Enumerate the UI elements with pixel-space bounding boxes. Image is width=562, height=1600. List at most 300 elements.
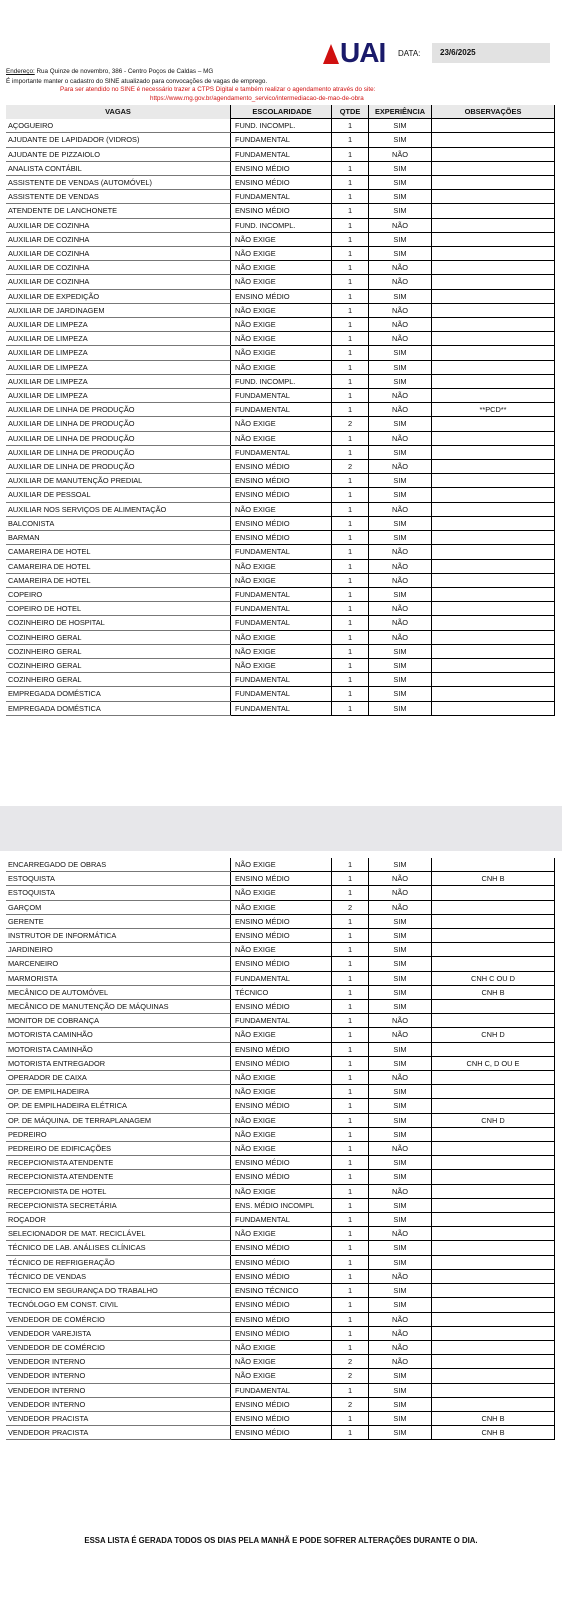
vaga-cell: OP. DE MÁQUINA. DE TERRAPLANAGEM: [6, 1113, 231, 1127]
table-row: [6, 1411, 555, 1425]
table-row: [6, 658, 555, 672]
qtde-cell: 1: [332, 630, 369, 644]
experiencia-cell: SIM: [369, 1241, 432, 1255]
observacao-cell: [432, 1326, 555, 1340]
table-row: [6, 587, 555, 601]
escolaridade-cell: FUNDAMENTAL: [231, 1383, 332, 1397]
experiencia-cell: NÃO: [369, 1014, 432, 1028]
vaga-cell: VENDEDOR INTERNO: [6, 1369, 231, 1383]
escolaridade-cell: NÃO EXIGE: [231, 1355, 332, 1369]
table-row: [6, 332, 555, 346]
experiencia-cell: SIM: [369, 474, 432, 488]
qtde-cell: 1: [332, 858, 369, 872]
qtde-cell: 1: [332, 516, 369, 530]
experiencia-cell: SIM: [369, 190, 432, 204]
experiencia-cell: SIM: [369, 1085, 432, 1099]
observacao-cell: [432, 616, 555, 630]
qtde-cell: 1: [332, 1312, 369, 1326]
table-row: [6, 176, 555, 190]
table-row: [6, 403, 555, 417]
table-row: [6, 929, 555, 943]
table-row: [6, 502, 555, 516]
observacao-cell: [432, 417, 555, 431]
observacao-cell: [432, 1227, 555, 1241]
observacao-cell: CNH B: [432, 1411, 555, 1425]
qtde-cell: 1: [332, 1326, 369, 1340]
table-row: [6, 1156, 555, 1170]
vaga-cell: AUXILIAR DE LINHA DE PRODUÇÃO: [6, 460, 231, 474]
qtde-cell: 1: [332, 190, 369, 204]
escolaridade-cell: FUNDAMENTAL: [231, 190, 332, 204]
experiencia-cell: SIM: [369, 673, 432, 687]
escolaridade-cell: NÃO EXIGE: [231, 417, 332, 431]
qtde-cell: 1: [332, 1284, 369, 1298]
experiencia-cell: SIM: [369, 133, 432, 147]
escolaridade-cell: FUND. INCOMPL.: [231, 218, 332, 232]
vaga-cell: OPERADOR DE CAIXA: [6, 1071, 231, 1085]
qtde-cell: 1: [332, 1042, 369, 1056]
qtde-cell: 1: [332, 474, 369, 488]
vaga-cell: AUXILIAR DE PESSOAL: [6, 488, 231, 502]
vaga-cell: COZINHEIRO GERAL: [6, 673, 231, 687]
experiencia-cell: SIM: [369, 289, 432, 303]
table-row: [6, 1213, 555, 1227]
experiencia-cell: SIM: [369, 1397, 432, 1411]
escolaridade-cell: ENSINO MÉDIO: [231, 1312, 332, 1326]
table-row: [6, 119, 555, 133]
vaga-cell: CAMAREIRA DE HOTEL: [6, 573, 231, 587]
observacao-cell: [432, 1184, 555, 1198]
vaga-cell: PEDREIRO: [6, 1127, 231, 1141]
observacao-cell: [432, 602, 555, 616]
observacao-cell: [432, 190, 555, 204]
observacao-cell: [432, 673, 555, 687]
table-row: [6, 1227, 555, 1241]
observacao-cell: [432, 445, 555, 459]
table-row: [6, 1184, 555, 1198]
experiencia-cell: SIM: [369, 1213, 432, 1227]
qtde-cell: 1: [332, 360, 369, 374]
vaga-cell: BARMAN: [6, 531, 231, 545]
escolaridade-cell: ENSINO MÉDIO: [231, 1269, 332, 1283]
date-box: [432, 43, 550, 63]
experiencia-cell: NÃO: [369, 502, 432, 516]
vaga-cell: AUXILIAR DE LINHA DE PRODUÇÃO: [6, 445, 231, 459]
vaga-cell: TECNÓLOGO EM CONST. CIVIL: [6, 1298, 231, 1312]
observacao-cell: [432, 1099, 555, 1113]
qtde-cell: 1: [332, 1340, 369, 1354]
observacao-cell: [432, 1156, 555, 1170]
vaga-cell: COPEIRO: [6, 587, 231, 601]
experiencia-cell: NÃO: [369, 431, 432, 445]
escolaridade-cell: ENSINO MÉDIO: [231, 1298, 332, 1312]
qtde-cell: 1: [332, 701, 369, 715]
experiencia-cell: NÃO: [369, 602, 432, 616]
table-row: [6, 417, 555, 431]
vaga-cell: ENCARREGADO DE OBRAS: [6, 858, 231, 872]
vaga-cell: AUXILIAR DE LIMPEZA: [6, 389, 231, 403]
vaga-cell: VENDEDOR VAREJISTA: [6, 1326, 231, 1340]
qtde-cell: 1: [332, 502, 369, 516]
observacao-cell: [432, 261, 555, 275]
experiencia-cell: NÃO: [369, 303, 432, 317]
experiencia-cell: SIM: [369, 1255, 432, 1269]
vaga-cell: AUXILIAR DE LIMPEZA: [6, 346, 231, 360]
experiencia-cell: NÃO: [369, 1269, 432, 1283]
experiencia-cell: NÃO: [369, 1142, 432, 1156]
observacao-cell: [432, 644, 555, 658]
observacao-cell: [432, 119, 555, 133]
escolaridade-cell: ENSINO MÉDIO: [231, 1255, 332, 1269]
experiencia-cell: SIM: [369, 1042, 432, 1056]
qtde-cell: 1: [332, 971, 369, 985]
escolaridade-cell: NÃO EXIGE: [231, 360, 332, 374]
qtde-cell: 2: [332, 900, 369, 914]
vaga-cell: AUXILIAR DE LINHA DE PRODUÇÃO: [6, 431, 231, 445]
observacao-cell: [432, 1312, 555, 1326]
observacao-cell: [432, 687, 555, 701]
observacao-cell: CNH C OU D: [432, 971, 555, 985]
table-row: [6, 1312, 555, 1326]
escolaridade-cell: ENSINO MÉDIO: [231, 957, 332, 971]
observacao-cell: [432, 204, 555, 218]
vaga-cell: AUXILIAR DE COZINHA: [6, 261, 231, 275]
qtde-cell: 1: [332, 1213, 369, 1227]
vaga-cell: INSTRUTOR DE INFORMÁTICA: [6, 929, 231, 943]
observacao-cell: [432, 332, 555, 346]
qtde-cell: 1: [332, 1170, 369, 1184]
experiencia-cell: SIM: [369, 1198, 432, 1212]
experiencia-cell: NÃO: [369, 389, 432, 403]
table-row: [6, 460, 555, 474]
table-row: [6, 1028, 555, 1042]
observacao-cell: [432, 1213, 555, 1227]
vaga-cell: ESTOQUISTA: [6, 872, 231, 886]
table-row: [6, 1369, 555, 1383]
observacao-cell: [432, 858, 555, 872]
vaga-cell: AUXILIAR NOS SERVIÇOS DE ALIMENTAÇÃO: [6, 502, 231, 516]
page-gap: [0, 806, 562, 851]
experiencia-cell: SIM: [369, 929, 432, 943]
qtde-cell: 1: [332, 587, 369, 601]
qtde-cell: 1: [332, 303, 369, 317]
escolaridade-cell: NÃO EXIGE: [231, 943, 332, 957]
table-row: [6, 545, 555, 559]
vaga-cell: EMPREGADA DOMÉSTICA: [6, 687, 231, 701]
escolaridade-cell: NÃO EXIGE: [231, 261, 332, 275]
escolaridade-cell: FUNDAMENTAL: [231, 133, 332, 147]
escolaridade-cell: NÃO EXIGE: [231, 1127, 332, 1141]
vaga-cell: AUXILIAR DE COZINHA: [6, 232, 231, 246]
vaga-cell: CAMAREIRA DE HOTEL: [6, 559, 231, 573]
experiencia-cell: NÃO: [369, 318, 432, 332]
vaga-cell: TÉCNICO DE REFRIGERAÇÃO: [6, 1255, 231, 1269]
table-row: [6, 1099, 555, 1113]
qtde-cell: 1: [332, 318, 369, 332]
qtde-cell: 1: [332, 673, 369, 687]
escolaridade-cell: FUNDAMENTAL: [231, 616, 332, 630]
table-row: [6, 1298, 555, 1312]
observacao-cell: [432, 218, 555, 232]
table-row: [6, 971, 555, 985]
col-experiencia: EXPERIÊNCIA: [369, 105, 432, 119]
vaga-cell: BALCONISTA: [6, 516, 231, 530]
observacao-cell: [432, 1298, 555, 1312]
observacao-cell: [432, 431, 555, 445]
observacao-cell: [432, 1369, 555, 1383]
table-row: [6, 318, 555, 332]
table-row: [6, 1383, 555, 1397]
table-row: [6, 616, 555, 630]
table-row: [6, 531, 555, 545]
observacao-cell: [432, 474, 555, 488]
vaga-cell: COZINHEIRO DE HOSPITAL: [6, 616, 231, 630]
scheduling-url[interactable]: https://www.mg.gov.br/agendamento_servico/intermediacao-de-mao-de-obra: [150, 95, 364, 102]
observacao-cell: [432, 232, 555, 246]
experiencia-cell: NÃO: [369, 900, 432, 914]
escolaridade-cell: NÃO EXIGE: [231, 1071, 332, 1085]
escolaridade-cell: FUNDAMENTAL: [231, 1213, 332, 1227]
escolaridade-cell: ENSINO MÉDIO: [231, 1326, 332, 1340]
experiencia-cell: SIM: [369, 1284, 432, 1298]
vaga-cell: VENDEDOR INTERNO: [6, 1355, 231, 1369]
table-row: [6, 190, 555, 204]
experiencia-cell: SIM: [369, 687, 432, 701]
qtde-cell: 1: [332, 218, 369, 232]
vaga-cell: AUXILIAR DE COZINHA: [6, 218, 231, 232]
table-row: [6, 858, 555, 872]
observacao-cell: [432, 460, 555, 474]
experiencia-cell: NÃO: [369, 559, 432, 573]
escolaridade-cell: NÃO EXIGE: [231, 886, 332, 900]
observacao-cell: [432, 303, 555, 317]
qtde-cell: 1: [332, 1028, 369, 1042]
table-row: [6, 673, 555, 687]
observacao-cell: [432, 318, 555, 332]
experiencia-cell: SIM: [369, 1298, 432, 1312]
escolaridade-cell: FUND. INCOMPL.: [231, 374, 332, 388]
table-row: [6, 389, 555, 403]
qtde-cell: 1: [332, 147, 369, 161]
experiencia-cell: NÃO: [369, 1355, 432, 1369]
observacao-cell: [432, 929, 555, 943]
observacao-cell: [432, 1383, 555, 1397]
qtde-cell: 1: [332, 957, 369, 971]
escolaridade-cell: ENSINO TÉCNICO: [231, 1284, 332, 1298]
escolaridade-cell: NÃO EXIGE: [231, 318, 332, 332]
escolaridade-cell: FUNDAMENTAL: [231, 971, 332, 985]
escolaridade-cell: NÃO EXIGE: [231, 1340, 332, 1354]
observacao-cell: [432, 1397, 555, 1411]
table-row: [6, 1269, 555, 1283]
observacao-cell: [432, 701, 555, 715]
qtde-cell: 1: [332, 531, 369, 545]
escolaridade-cell: TÉCNICO: [231, 985, 332, 999]
vaga-cell: MOTORISTA CAMINHÃO: [6, 1028, 231, 1042]
observacao-cell: [432, 1355, 555, 1369]
experiencia-cell: SIM: [369, 232, 432, 246]
table-row: [6, 872, 555, 886]
experiencia-cell: SIM: [369, 701, 432, 715]
observacao-cell: [432, 389, 555, 403]
experiencia-cell: SIM: [369, 957, 432, 971]
registration-warning: É importante manter o cadastro do SINE atualizado para convocações de vagas de emprego.: [6, 78, 268, 85]
jobs-table-body-page-2: [6, 858, 555, 1440]
table-row: [6, 133, 555, 147]
vaga-cell: VENDEDOR DE COMÉRCIO: [6, 1340, 231, 1354]
observacao-cell: [432, 247, 555, 261]
jobs-table-body-page-1: [6, 119, 555, 716]
escolaridade-cell: ENS. MÉDIO INCOMPL: [231, 1198, 332, 1212]
observacao-cell: [432, 133, 555, 147]
table-row: [6, 1426, 555, 1440]
vaga-cell: ANALISTA CONTÁBIL: [6, 161, 231, 175]
table-row: [6, 644, 555, 658]
table-row: [6, 943, 555, 957]
experiencia-cell: SIM: [369, 1426, 432, 1440]
experiencia-cell: SIM: [369, 644, 432, 658]
observacao-cell: CNH B: [432, 872, 555, 886]
table-row: [6, 275, 555, 289]
escolaridade-cell: FUNDAMENTAL: [231, 602, 332, 616]
qtde-cell: 1: [332, 275, 369, 289]
experiencia-cell: SIM: [369, 1411, 432, 1425]
experiencia-cell: NÃO: [369, 1028, 432, 1042]
experiencia-cell: SIM: [369, 161, 432, 175]
experiencia-cell: SIM: [369, 985, 432, 999]
observacao-cell: [432, 502, 555, 516]
vaga-cell: EMPREGADA DOMÉSTICA: [6, 701, 231, 715]
vaga-cell: GARÇOM: [6, 900, 231, 914]
experiencia-cell: SIM: [369, 587, 432, 601]
qtde-cell: 1: [332, 403, 369, 417]
experiencia-cell: SIM: [369, 658, 432, 672]
escolaridade-cell: FUNDAMENTAL: [231, 389, 332, 403]
qtde-cell: 1: [332, 1156, 369, 1170]
vaga-cell: AUXILIAR DE LIMPEZA: [6, 318, 231, 332]
escolaridade-cell: NÃO EXIGE: [231, 431, 332, 445]
table-row: [6, 1142, 555, 1156]
vaga-cell: AUXILIAR DE MANUTENÇÃO PREDIAL: [6, 474, 231, 488]
vaga-cell: AUXILIAR DE JARDINAGEM: [6, 303, 231, 317]
col-qtde: QTDE: [332, 105, 369, 119]
vaga-cell: MECÂNICO DE AUTOMÓVEL: [6, 985, 231, 999]
vaga-cell: VENDEDOR PRACISTA: [6, 1426, 231, 1440]
escolaridade-cell: NÃO EXIGE: [231, 630, 332, 644]
vaga-cell: RECEPCIONISTA DE HOTEL: [6, 1184, 231, 1198]
qtde-cell: 1: [332, 247, 369, 261]
experiencia-cell: NÃO: [369, 545, 432, 559]
qtde-cell: 1: [332, 232, 369, 246]
vaga-cell: VENDEDOR INTERNO: [6, 1383, 231, 1397]
table-row: [6, 1085, 555, 1099]
experiencia-cell: NÃO: [369, 460, 432, 474]
table-row: [6, 1170, 555, 1184]
qtde-cell: 1: [332, 644, 369, 658]
escolaridade-cell: ENSINO MÉDIO: [231, 488, 332, 502]
vaga-cell: AUXILIAR DE COZINHA: [6, 275, 231, 289]
experiencia-cell: SIM: [369, 971, 432, 985]
vaga-cell: ATENDENTE DE LANCHONETE: [6, 204, 231, 218]
vaga-cell: MARCENEIRO: [6, 957, 231, 971]
experiencia-cell: NÃO: [369, 147, 432, 161]
qtde-cell: 1: [332, 914, 369, 928]
vaga-cell: TÉCNICO DE VENDAS: [6, 1269, 231, 1283]
table-row: [6, 261, 555, 275]
escolaridade-cell: NÃO EXIGE: [231, 900, 332, 914]
experiencia-cell: SIM: [369, 204, 432, 218]
vaga-cell: VENDEDOR PRACISTA: [6, 1411, 231, 1425]
qtde-cell: 1: [332, 985, 369, 999]
vaga-cell: RECEPCIONISTA ATENDENTE: [6, 1156, 231, 1170]
qtde-cell: 1: [332, 1056, 369, 1070]
vaga-cell: JARDINEIRO: [6, 943, 231, 957]
vaga-cell: OP. DE EMPILHADEIRA: [6, 1085, 231, 1099]
vaga-cell: MECÂNICO DE MANUTENÇÃO DE MÁQUINAS: [6, 1000, 231, 1014]
experiencia-cell: NÃO: [369, 1340, 432, 1354]
table-row: [6, 701, 555, 715]
escolaridade-cell: NÃO EXIGE: [231, 1085, 332, 1099]
escolaridade-cell: ENSINO MÉDIO: [231, 914, 332, 928]
observacao-cell: [432, 289, 555, 303]
observacao-cell: [432, 275, 555, 289]
qtde-cell: 2: [332, 1355, 369, 1369]
logo-mark-icon: [322, 43, 340, 65]
qtde-cell: 1: [332, 886, 369, 900]
experiencia-cell: SIM: [369, 1127, 432, 1141]
observacao-cell: CNH D: [432, 1028, 555, 1042]
escolaridade-cell: NÃO EXIGE: [231, 1184, 332, 1198]
escolaridade-cell: ENSINO MÉDIO: [231, 929, 332, 943]
experiencia-cell: SIM: [369, 1156, 432, 1170]
qtde-cell: 1: [332, 332, 369, 346]
qtde-cell: 1: [332, 389, 369, 403]
vaga-cell: VENDEDOR DE COMÉRCIO: [6, 1312, 231, 1326]
escolaridade-cell: NÃO EXIGE: [231, 346, 332, 360]
table-row: [6, 516, 555, 530]
observacao-cell: [432, 374, 555, 388]
qtde-cell: 1: [332, 431, 369, 445]
escolaridade-cell: ENSINO MÉDIO: [231, 1042, 332, 1056]
experiencia-cell: NÃO: [369, 630, 432, 644]
escolaridade-cell: ENSINO MÉDIO: [231, 460, 332, 474]
qtde-cell: 2: [332, 417, 369, 431]
table-row: [6, 1198, 555, 1212]
qtde-cell: 1: [332, 1241, 369, 1255]
observacao-cell: [432, 914, 555, 928]
escolaridade-cell: ENSINO MÉDIO: [231, 289, 332, 303]
qtde-cell: 1: [332, 1426, 369, 1440]
qtde-cell: 1: [332, 488, 369, 502]
experiencia-cell: SIM: [369, 1099, 432, 1113]
vaga-cell: COPEIRO DE HOTEL: [6, 602, 231, 616]
observacao-cell: [432, 147, 555, 161]
experiencia-cell: NÃO: [369, 886, 432, 900]
vaga-cell: COZINHEIRO GERAL: [6, 658, 231, 672]
qtde-cell: 1: [332, 872, 369, 886]
table-row: [6, 886, 555, 900]
table-header-row: [6, 105, 555, 119]
observacao-cell: [432, 1127, 555, 1141]
col-vagas: VAGAS: [6, 105, 231, 119]
table-row: [6, 630, 555, 644]
table-row: [6, 218, 555, 232]
escolaridade-cell: ENSINO MÉDIO: [231, 1241, 332, 1255]
observacao-cell: [432, 516, 555, 530]
logo-text: UAI: [340, 37, 386, 68]
vaga-cell: VENDEDOR INTERNO: [6, 1397, 231, 1411]
qtde-cell: 1: [332, 289, 369, 303]
